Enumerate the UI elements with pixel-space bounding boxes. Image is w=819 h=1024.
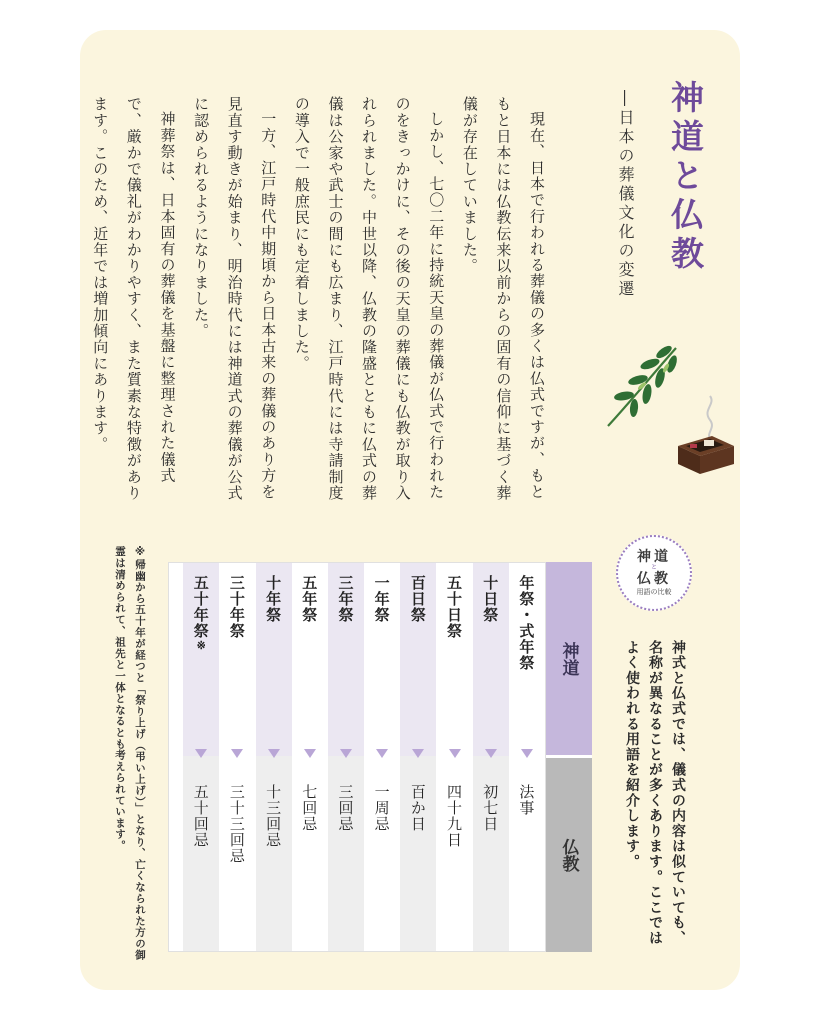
- arrow-down-icon: [304, 749, 316, 758]
- arrow-down-icon: [412, 749, 424, 758]
- badge-line4: 用語の比較: [636, 587, 672, 596]
- arrow-down-icon: [485, 749, 497, 758]
- badge-line2: と: [650, 563, 657, 571]
- table-row: [256, 563, 292, 951]
- butsu-term: 四十九日: [445, 784, 464, 848]
- butsu-term: 法事: [517, 784, 536, 816]
- arrow-down-icon: [195, 749, 207, 758]
- arrow-down-icon: [340, 749, 352, 758]
- table-header: [546, 562, 592, 952]
- butsu-term: 一周忌: [372, 784, 391, 832]
- header-shinto: 神道: [546, 562, 592, 755]
- butsu-term: 三回忌: [336, 784, 355, 832]
- arrow-down-icon: [521, 749, 533, 758]
- butsu-term: 初七日: [481, 784, 500, 832]
- shinto-term: 五十日祭: [445, 575, 464, 639]
- butsu-term: 五十回忌: [191, 784, 210, 848]
- badge-line3: 仏教: [637, 570, 671, 587]
- butsu-term: 七回忌: [300, 784, 319, 832]
- shinto-term: 五年祭: [300, 575, 319, 623]
- shinto-term: 三年祭: [336, 575, 355, 623]
- arrow-down-icon: [449, 749, 461, 758]
- page-title: 神道と仏教: [666, 80, 705, 275]
- body-text: [83, 96, 553, 506]
- butsu-term: 百か日: [408, 784, 427, 832]
- shinto-term: [191, 575, 212, 756]
- shinto-term: 一年祭: [372, 575, 391, 623]
- table-row: [436, 563, 472, 951]
- body-paragraph: 現在、日本で行われる葬儀の多くは仏式ですが、もともと日本には仏教伝来以前からの固有の信仰に基づく葬儀が存在していました。: [460, 96, 546, 501]
- arrow-down-icon: [268, 749, 280, 758]
- butsu-term: 三十三回忌: [227, 784, 246, 864]
- intro-text: 神式と仏式では、儀式の内容は似ていても、名称が異なることが多くあります。ここではよく使われる用語を紹介します。: [624, 640, 686, 946]
- badge-line1: 神道: [637, 548, 671, 565]
- footnote-mark: ※: [194, 639, 208, 653]
- body-paragraph: 神葬祭は、日本固有の葬儀を基盤に整理された儀式で、厳かで儀礼がわかりやすく、また質素な特徴があります。このため、近年では増加傾向にあります。: [91, 96, 177, 501]
- incense-box-icon: [672, 388, 738, 478]
- terms-table: [168, 562, 592, 952]
- sakaki-branch-icon: [602, 340, 682, 430]
- body-paragraph: 一方、江戸時代中期頃から日本古来の葬儀のあり方を見直す動きが始まり、明治時代には神道式の葬儀が公式に認められるようになりました。: [192, 96, 278, 501]
- table-row: [509, 563, 545, 951]
- shinto-term: 年祭・式年祭: [517, 575, 536, 671]
- shinto-term: 十年祭: [264, 575, 283, 623]
- table-row: [183, 563, 219, 951]
- footnote: ※帰幽から五十年が経つと「祭り上げ（弔い上げ）」となり、亡くなられた方の御霊は清められて、祖先と一体となるとも考えられています。: [114, 546, 146, 961]
- table-row: [473, 563, 509, 951]
- table-rows: [168, 562, 546, 952]
- shinto-term: 三十年祭: [227, 575, 246, 639]
- arrow-down-icon: [376, 749, 388, 758]
- table-row: [292, 563, 328, 951]
- arrow-down-icon: [231, 749, 243, 758]
- table-row: [219, 563, 255, 951]
- table-row: [364, 563, 400, 951]
- shinto-term-text: 五十年祭: [191, 575, 210, 639]
- shinto-term: 十日祭: [481, 575, 500, 623]
- shinto-term: 百日祭: [408, 575, 427, 623]
- comparison-badge: [616, 535, 692, 611]
- butsu-term: 十三回忌: [264, 784, 283, 848]
- page-subtitle: ―日本の葬儀文化の変遷: [616, 90, 635, 299]
- table-row: [328, 563, 364, 951]
- body-paragraph: しかし、七〇二年に持統天皇の葬儀が仏式で行われたのをきっかけに、その後の天皇の葬儀にも仏教が取り入れられました。中世以降、仏教の隆盛とともに仏式の葬儀は公家や武士の間にも広まり、江戸時代には寺請制度の導入で一般庶民にも定着しました。: [292, 96, 446, 501]
- header-butsu: 仏教: [546, 758, 592, 952]
- table-row: [400, 563, 436, 951]
